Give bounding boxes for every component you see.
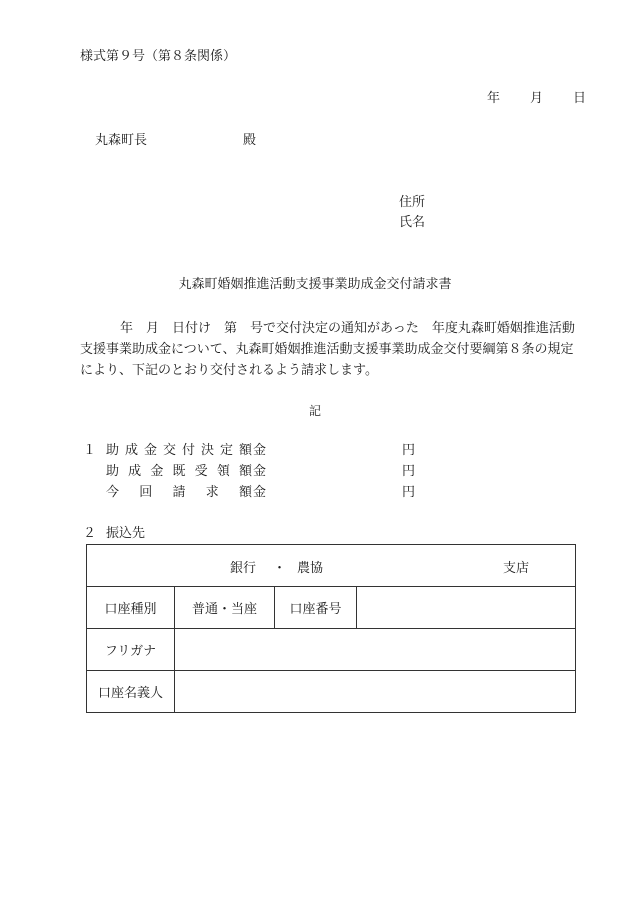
furigana-label: フリガナ (87, 629, 175, 671)
date-month: 月 (530, 91, 544, 106)
name-label: 氏名 (399, 215, 426, 230)
amount-en: 円 (402, 464, 416, 479)
address-label: 住所 (399, 195, 426, 210)
amount-en: 円 (402, 485, 416, 500)
account-type-value: 普通・当座 (175, 587, 275, 629)
amount-label: 助成金交付決定額 (106, 443, 252, 458)
request-body-text: 年 月 日付け 第 号で交付決定の通知があった 年度丸森町婚姻推進活動支援事業助成金について、丸森町婚姻推進活動支援事業助成金交付要綱第８条の規定により、下記のとおり交付されるよう請求します。 (80, 321, 575, 378)
form-number: 様式第９号（第８条関係） (80, 49, 237, 64)
addressee-suffix: 殿 (243, 133, 257, 148)
ki-heading: 記 (308, 404, 321, 418)
nokyo-label: 農協 (297, 561, 324, 576)
account-number-field (357, 587, 576, 629)
bank-separator: ・ (273, 561, 287, 576)
amount-en: 円 (402, 443, 416, 458)
addressee-name: 丸森町長 (95, 133, 148, 148)
account-type-label: 口座種別 (87, 587, 175, 629)
amount-label: 今回請求額 (106, 485, 252, 500)
account-holder-label: 口座名義人 (87, 671, 175, 713)
bank-account-table (86, 544, 576, 713)
date-day: 日 (573, 91, 587, 106)
document-title: 丸森町婚姻推進活動支援事業助成金交付請求書 (178, 277, 452, 292)
section1-number: １ (83, 443, 97, 458)
date-line (487, 90, 586, 108)
section2-number: ２ (83, 526, 97, 541)
amount-kin: 金 (253, 443, 267, 458)
transfer-destination-label: 振込先 (106, 526, 146, 541)
bank-label: 銀行 (230, 561, 257, 576)
amount-label: 助成金既受領額 (106, 464, 252, 479)
date-year: 年 (487, 91, 501, 106)
branch-label: 支店 (503, 561, 530, 576)
request-body (80, 318, 580, 381)
account-holder-field (175, 671, 576, 713)
furigana-field (175, 629, 576, 671)
account-number-label: 口座番号 (275, 587, 357, 629)
bank-name-cell (87, 545, 576, 587)
amount-kin: 金 (253, 464, 267, 479)
amount-kin: 金 (253, 485, 267, 500)
